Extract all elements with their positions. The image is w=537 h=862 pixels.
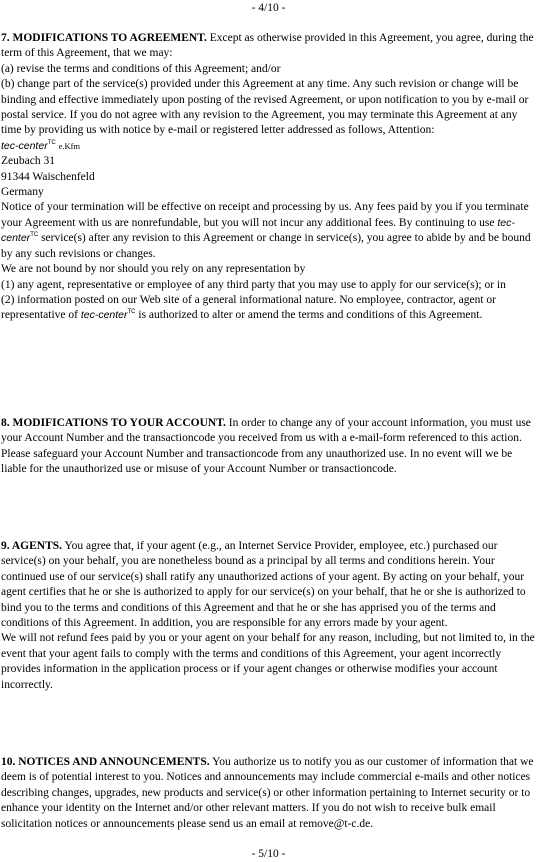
- page-number-top: - 4/10 -: [251, 2, 286, 14]
- brand-inline-2: tec-center: [80, 309, 128, 322]
- address-city: 91344 Waischenfeld: [1, 170, 95, 183]
- address-country: Germany: [1, 186, 44, 199]
- address-street: Zeubach 31: [1, 155, 55, 168]
- brand-logo-text: tec-center: [1, 139, 48, 152]
- page-number-bottom: - 5/10 -: [251, 848, 286, 860]
- section-modifications-to-agreement: [1, 31, 535, 324]
- section-7-intro-paragraph: [1, 31, 535, 62]
- section-8-body: In order to change any of your account information, you must use your Account Number and the transactioncode you received from us with a e-mail-form referenced to this action. Please safeguard your Account Number and transactioncode from any unauthorized use. In no event will we be liable for the unauthorized use or misuse of your Account Number or transactioncode.: [1, 417, 531, 476]
- address-company: [1, 139, 535, 154]
- section-9-heading: 9. AGENTS.: [1, 540, 63, 552]
- section-9-body-1: You agree that, if your agent (e.g., an Internet Service Provider, employee, etc.) purchased our service(s) on your behalf, you are nonetheless bound as a principal by all terms and conditions herein. Your continued use of our service(s) shall ratify any unauthorized actions of your agent. By acting on your behalf, your agent certifies that he or she is authorized to apply for our service(s) on your behalf, that he or she is authorized to bind you to the terms and conditions of this Agreement and that he or she has apprised you of the terms and conditions of this Agreement. In addition, you are responsible for any errors made by your agent.: [1, 540, 526, 630]
- section-8-heading: 8. MODIFICATIONS TO YOUR ACCOUNT.: [1, 417, 226, 429]
- section-9-paragraph-1: [1, 539, 535, 631]
- brand-mark-inline-2: TC: [127, 309, 136, 316]
- section-10-paragraph: [1, 755, 535, 832]
- brand-suffix: e.Kfm: [58, 140, 81, 151]
- section-7-termination-notice: [1, 200, 535, 262]
- section-notices-and-announcements: [1, 755, 535, 832]
- section-10-body: You authorize us to notify you as our customer of information that we deem is of potential interest to you. Notices and announcements may include commercial e-mails and other notices describing changes, upgrades, new products and service(s) or other information pertaining to Internet security or to enhance your identity on the Internet and/or other relevant matters. If you do not wish to receive bulk email solicitation notices or announcements please send us an email at remove@t-c.de.: [1, 756, 534, 830]
- section-7-intro: Except as otherwise provided in this Agreement, you agree, during the term of this Agreement, that we may:: [1, 32, 534, 60]
- section-7-item-b: (b) change part of the service(s) provided under this Agreement at any time. Any such revision or change will be binding and effective immediately upon posting of the revised Agreement, or upon notification to you by e-mail or postal service. If you do not agree with any revision to the Agreement, you may terminate this Agreement at any time by providing us with notice by e-mail or registered letter addressed as follows, Attention:: [1, 78, 529, 137]
- section-7-item-2: [1, 293, 535, 324]
- termination-notice-text-1: Notice of your termination will be effective on receipt and processing by us. Any fees paid by you if you terminate your Agreement with us are nonrefundable, but you will not incur any additional fees. By continuing to use: [1, 201, 529, 229]
- brand-logo-mark: TC: [47, 140, 56, 147]
- brand-inline-1: tec-center: [1, 216, 515, 245]
- section-8-paragraph: [1, 416, 535, 478]
- section-7-heading: 7. MODIFICATIONS TO AGREEMENT.: [1, 32, 207, 44]
- section-9-paragraph-2: We will not refund fees paid by you or your agent on your behalf for any reason, including, but not limited to, in the event that your agent fails to comply with the terms and conditions of this Agreement, your agent incorrectly provides information in the application process or if your agent changes or otherwise modifies your account incorrectly.: [1, 632, 535, 691]
- section-7-item-1: (1) any agent, representative or employee of any third party that you may use to apply for our service(s); or in: [1, 278, 506, 291]
- termination-notice-text-2: service(s) after any revision to this Agreement or change in service(s), you agree to abide by and be bound by any such revisions or changes.: [1, 232, 531, 260]
- section-10-heading: 10. NOTICES AND ANNOUNCEMENTS.: [1, 756, 210, 768]
- item-2-text-2: is authorized to alter or amend the terms and conditions of this Agreement.: [135, 309, 483, 322]
- section-modifications-to-account: [1, 416, 535, 478]
- section-7-not-bound: We are not bound by nor should you rely on any representation by: [1, 263, 306, 276]
- brand-mark-inline-1: TC: [30, 232, 39, 239]
- section-7-item-a: (a) revise the terms and conditions of this Agreement; and/or: [1, 62, 281, 75]
- item-2-text-1: (2) information posted on our Web site of a general informational nature. No employee, contractor, agent or representative of: [1, 293, 496, 322]
- section-agents: [1, 539, 535, 693]
